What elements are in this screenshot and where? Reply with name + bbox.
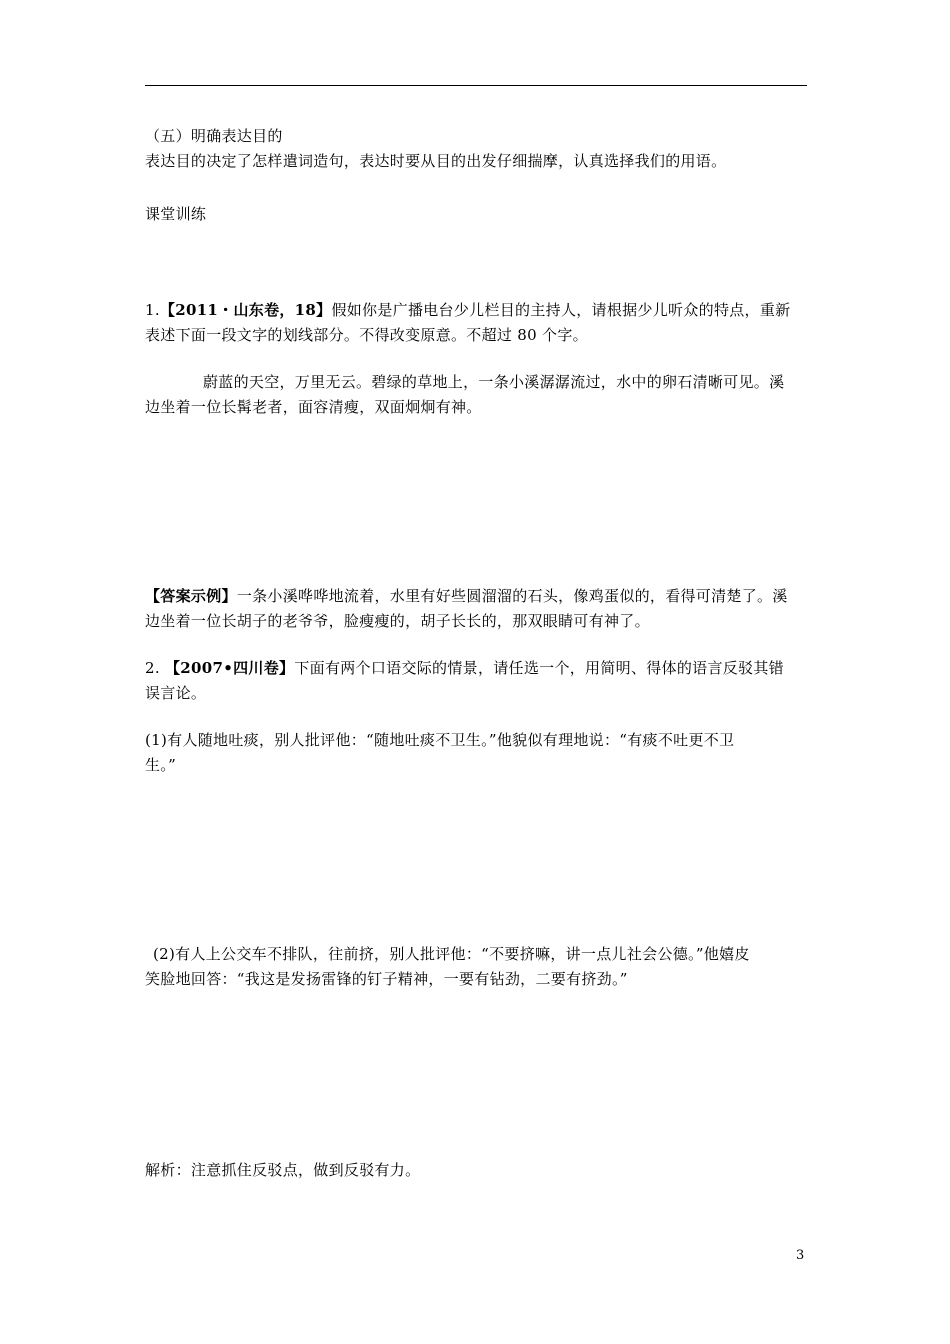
question2-prompt-line1: 下面有两个口语交际的情景，请任选一个，用简明、得体的语言反驳其错 — [294, 659, 784, 677]
scenario1-line1: (1)有人随地吐痰，别人批评他：“随地吐痰不卫生。”他貌似有理地说：“有痰不吐更不卫 — [145, 731, 735, 749]
question2-line1 — [145, 658, 810, 678]
practice-title: 课堂训练 — [145, 205, 207, 223]
answer-example-line1 — [145, 586, 810, 606]
question2-prompt-line2: 误言论。 — [145, 684, 207, 702]
section-heading: （五）明确表达目的 — [145, 127, 283, 145]
question2-number: 2. — [145, 659, 160, 677]
question1-passage-line2: 边坐着一位长髯老者，面容清瘦，双面炯炯有神。 — [145, 398, 482, 416]
scenario1-line2: 生。” — [145, 756, 177, 774]
question1-line1 — [145, 300, 810, 320]
scenario2-line2: 笑脸地回答：“我这是发扬雷锋的钉子精神，一要有钻劲，二要有挤劲。” — [145, 970, 628, 988]
scenario2-line1: (2)有人上公交车不排队，往前挤，别人批评他：“不要挤嘛，讲一点儿社会公德。”他嬉皮 — [153, 945, 750, 963]
question2-source: 【2007•四川卷】 — [165, 659, 295, 677]
section-body: 表达目的决定了怎样遣词造句，表达时要从目的出发仔细揣摩，认真选择我们的用语。 — [145, 152, 727, 170]
answer-example-label: 【答案示例】 — [145, 587, 237, 605]
analysis-text: 解析：注意抓住反驳点，做到反驳有力。 — [145, 1161, 421, 1179]
page-number: 3 — [796, 1248, 805, 1263]
question1-passage-line1: 蔚蓝的天空，万里无云。碧绿的草地上，一条小溪潺潺流过，水中的卵石清晰可见。溪 — [203, 373, 785, 391]
header-rule — [145, 85, 807, 86]
question1-prompt-line2: 表述下面一段文字的划线部分。不得改变原意。不超过 80 个字。 — [145, 326, 588, 344]
question1-prompt-line1: 假如你是广播电台少儿栏目的主持人，请根据少儿听众的特点，重新 — [331, 301, 791, 319]
answer-example-text1: 一条小溪哗哗地流着，水里有好些圆溜溜的石头，像鸡蛋似的，看得可清楚了。溪 — [236, 587, 788, 605]
question1-number: 1. — [145, 301, 160, 319]
answer-example-line2: 边坐着一位长胡子的老爷爷，脸瘦瘦的，胡子长长的，那双眼睛可有神了。 — [145, 612, 650, 630]
question1-source: 【2011・山东卷，18】 — [159, 301, 332, 319]
